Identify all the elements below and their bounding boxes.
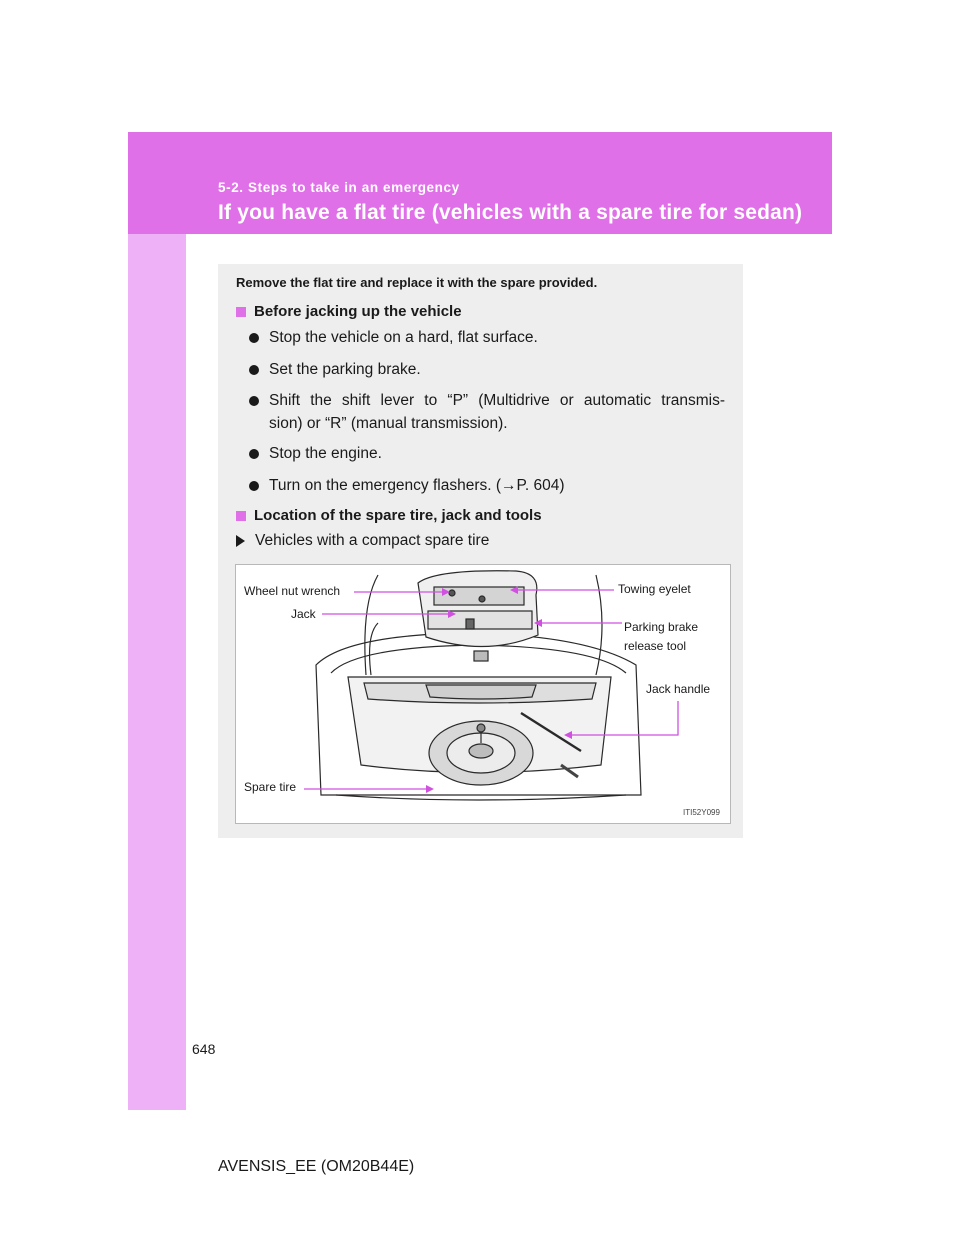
label-release-tool: release tool (624, 639, 687, 653)
bullet-icon (249, 481, 259, 491)
intro-text: Remove the flat tire and replace it with the spare provided. (236, 275, 598, 290)
list-item: Stop the vehicle on a hard, flat surface. (249, 326, 725, 350)
side-tab (128, 234, 186, 1110)
footer-code: AVENSIS_EE (OM20B44E) (218, 1158, 415, 1175)
square-bullet-icon (236, 307, 246, 317)
variant-text: Vehicles with a compact spare tire (255, 532, 490, 549)
label-parking-brake: Parking brake (624, 620, 699, 634)
list-item: Shift the shift lever to “P” (Multidrive or automatic transmis- (249, 389, 725, 413)
bullet-icon (249, 365, 259, 375)
location-heading (236, 507, 542, 524)
bullet-icon (249, 449, 259, 459)
label-towing-eyelet: Towing eyelet (618, 582, 691, 596)
location-heading-text: Location of the spare tire, jack and tools (254, 507, 542, 524)
label-jack-handle: Jack handle (646, 682, 711, 696)
list-item: Turn on the emergency flashers. (→P. 604) (249, 474, 725, 498)
label-spare-tire: Spare tire (244, 780, 297, 794)
page-number: 648 (192, 1041, 216, 1057)
page-title: If you have a flat tire (vehicles with a spare tire for sedan) (218, 201, 803, 224)
section-label: 5-2. Steps to take in an emergency (218, 180, 460, 195)
before-jacking-heading-text: Before jacking up the vehicle (254, 303, 462, 320)
square-bullet-icon (236, 511, 246, 521)
variant-line (236, 532, 489, 550)
before-jacking-heading (236, 303, 462, 320)
list-item: Stop the engine. (249, 442, 725, 466)
list-item: Set the parking brake. (249, 358, 725, 382)
bullet-icon (249, 396, 259, 406)
trunk-illustration (235, 564, 731, 824)
bullet-icon (249, 333, 259, 343)
list-item-continuation: sion) or “R” (manual transmission). (269, 415, 508, 432)
triangle-bullet-icon (236, 535, 245, 547)
label-jack: Jack (291, 607, 316, 621)
label-wheel-nut-wrench: Wheel nut wrench (244, 584, 341, 598)
figure-code: ITI52Y099 (683, 808, 720, 817)
